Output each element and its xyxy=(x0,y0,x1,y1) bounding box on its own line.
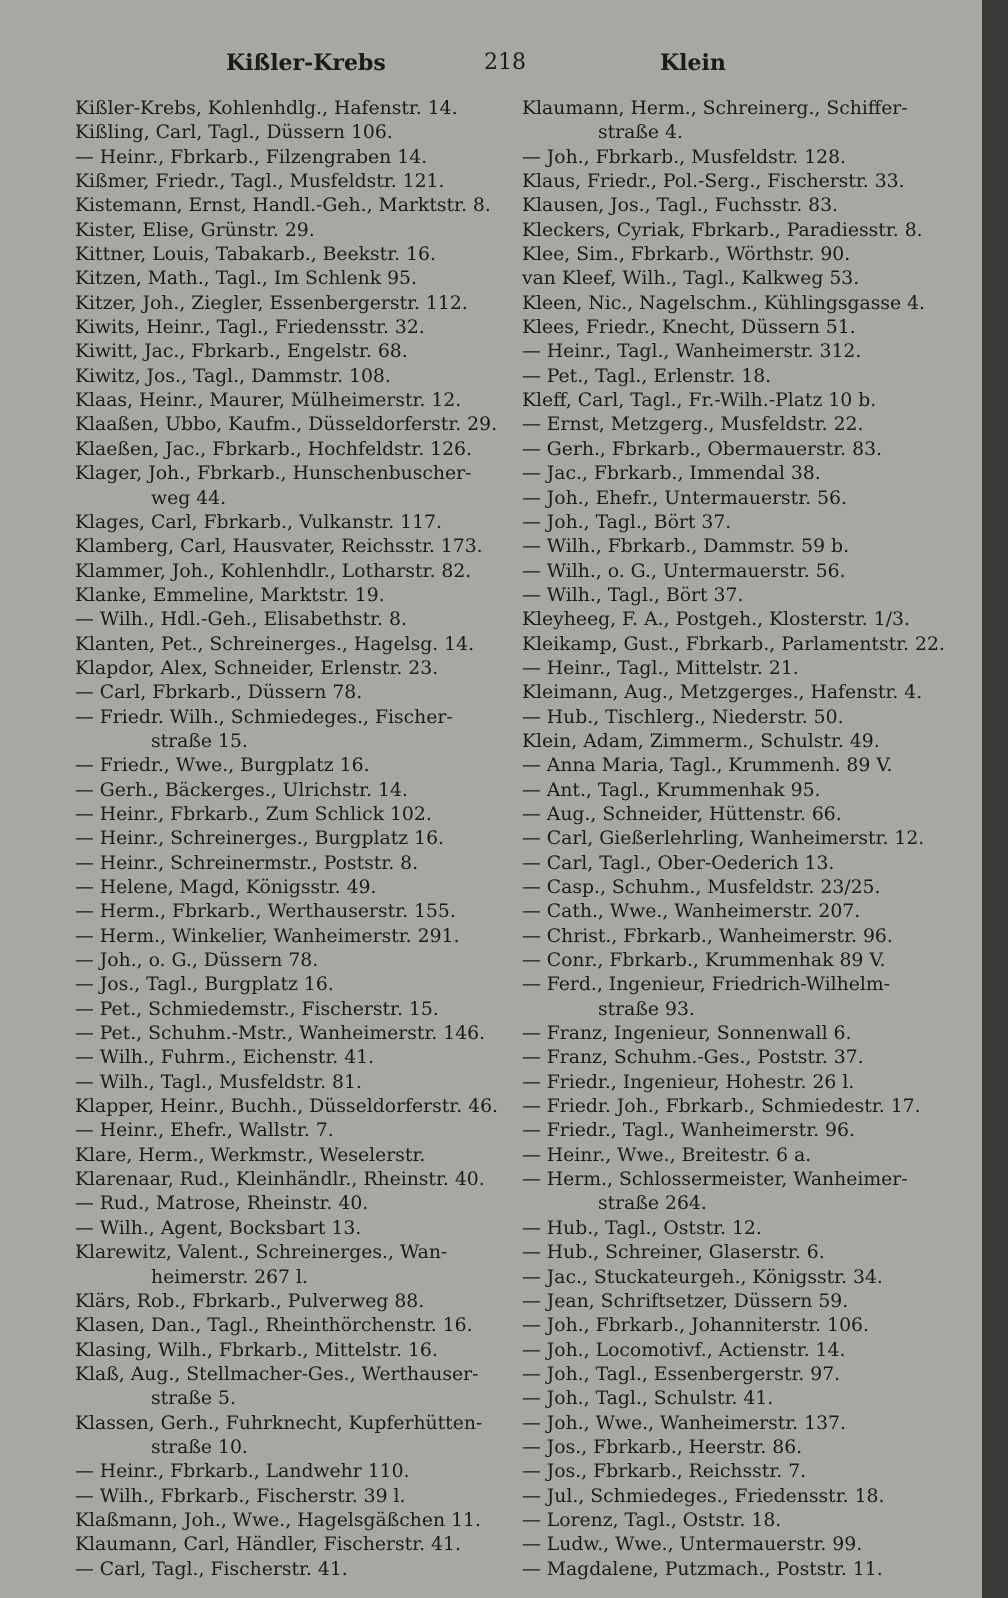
directory-entry-line: Klein, Adam, Zimmerm., Schulstr. 49. xyxy=(522,730,880,752)
directory-entry-line: Klamberg, Carl, Hausvater, Reichsstr. 173. xyxy=(75,536,483,558)
directory-entry-line: Kleyheeg, F. A., Postgeh., Klosterstr. 1/3. xyxy=(522,609,910,631)
directory-entry-line: — Hub., Tischlerg., Niederstr. 50. xyxy=(522,706,844,728)
directory-entry-line: — Jos., Tagl., Burgplatz 16. xyxy=(75,974,334,996)
directory-entry-line: Klapper, Heinr., Buchh., Düsseldorferstr. 46. xyxy=(75,1096,498,1118)
directory-entry-line: Klasen, Dan., Tagl., Rheinthörchenstr. 16. xyxy=(75,1315,473,1337)
directory-entry-line: — Friedr. Joh., Fbrkarb., Schmiedestr. 17. xyxy=(522,1096,921,1118)
page-header xyxy=(70,50,960,90)
directory-entry-line: — Herm., Winkelier, Wanheimerstr. 291. xyxy=(75,925,460,947)
directory-entry-line: — Gerh., Bäckerges., Ulrichstr. 14. xyxy=(75,779,408,801)
directory-entry-line: — Carl, Fbrkarb., Düssern 78. xyxy=(75,682,363,704)
directory-entry-line: — Joh., Fbrkarb., Johanniterstr. 106. xyxy=(522,1315,869,1337)
directory-entry-line: Klärs, Rob., Fbrkarb., Pulverweg 88. xyxy=(75,1290,425,1312)
directory-entry-line: — Wilh., o. G., Untermauerstr. 56. xyxy=(522,560,846,582)
directory-entry-line: — Anna Maria, Tagl., Krummenh. 89 V. xyxy=(522,755,893,777)
directory-entry-line: — Pet., Tagl., Erlenstr. 18. xyxy=(522,365,772,387)
directory-entry-line: — Joh., Tagl., Schulstr. 41. xyxy=(522,1388,774,1410)
directory-entry-line: — Joh., Tagl., Bört 37. xyxy=(522,511,732,533)
header-left-range: Kißler-Krebs xyxy=(226,50,386,76)
directory-entry-line: — Gerh., Fbrkarb., Obermauerstr. 83. xyxy=(522,438,882,460)
directory-entry-line: — Ludw., Wwe., Untermauerstr. 99. xyxy=(522,1534,863,1556)
directory-entry-line: — Heinr., Wwe., Breitestr. 6 a. xyxy=(522,1144,812,1166)
directory-entry-line: — Heinr., Schreinerges., Burgplatz 16. xyxy=(75,828,445,850)
directory-entry-line: Klarenaar, Rud., Kleinhändlr., Rheinstr. 40. xyxy=(75,1169,485,1191)
left-column xyxy=(75,97,503,1582)
directory-entry-line: — Wilh., Tagl., Bört 37. xyxy=(522,584,744,606)
directory-entry-line: weg 44. xyxy=(151,487,227,509)
directory-entry-line: Kißler-Krebs, Kohlenhdlg., Hafenstr. 14. xyxy=(75,98,458,119)
directory-entry-line: — Jul., Schmiedeges., Friedensstr. 18. xyxy=(522,1485,885,1507)
header-right-range: Klein xyxy=(660,50,726,76)
directory-entry-line: Kiwitt, Jac., Fbrkarb., Engelstr. 68. xyxy=(75,341,408,363)
directory-entry-line: Klaumann, Herm., Schreinerg., Schiffer- xyxy=(522,98,908,119)
directory-entry-line: Kleen, Nic., Nagelschm., Kühlingsgasse 4. xyxy=(522,292,925,314)
directory-entry-line: — Heinr., Fbrkarb., Filzengraben 14. xyxy=(75,146,428,168)
directory-entry-line: — Hub., Tagl., Oststr. 12. xyxy=(522,1217,762,1239)
directory-entry-line: — Wilh., Fbrkarb., Dammstr. 59 b. xyxy=(522,536,850,558)
directory-entry-line: — Jos., Fbrkarb., Heerstr. 86. xyxy=(522,1436,803,1458)
directory-entry-line: — Friedr., Tagl., Wanheimerstr. 96. xyxy=(522,1120,855,1142)
directory-entry-line: — Ant., Tagl., Krummenhak 95. xyxy=(522,779,821,801)
directory-entry-line: Kleimann, Aug., Metzgerges., Hafenstr. 4. xyxy=(522,682,923,704)
directory-entry-line: — Hub., Schreiner, Glaserstr. 6. xyxy=(522,1242,825,1264)
directory-entry-line: — Carl, Tagl., Ober-Oederich 13. xyxy=(522,852,835,874)
directory-entry-line: — Franz, Schuhm.-Ges., Poststr. 37. xyxy=(522,1047,864,1069)
directory-entry-line: — Ferd., Ingenieur, Friedrich-Wilhelm- xyxy=(522,974,891,996)
directory-entry-line: Kitzer, Joh., Ziegler, Essenbergerstr. 112. xyxy=(75,292,468,314)
directory-entry-line: Klaas, Heinr., Maurer, Mülheimerstr. 12. xyxy=(75,390,462,412)
directory-entry-line: — Friedr., Ingenieur, Hohestr. 26 l. xyxy=(522,1071,855,1093)
directory-entry-line: Klees, Friedr., Knecht, Düssern 51. xyxy=(522,317,856,339)
directory-entry-line: — Franz, Ingenieur, Sonnenwall 6. xyxy=(522,1023,852,1045)
directory-entry-line: Kleff, Carl, Tagl., Fr.-Wilh.-Platz 10 b. xyxy=(522,390,877,412)
directory-entry-line: — Wilh., Hdl.-Geh., Elisabethstr. 8. xyxy=(75,609,407,631)
directory-entry-line: Kiwitz, Jos., Tagl., Dammstr. 108. xyxy=(75,365,391,387)
directory-entry-line: — Cath., Wwe., Wanheimerstr. 207. xyxy=(522,901,861,923)
directory-entry-line: Kißling, Carl, Tagl., Düssern 106. xyxy=(75,122,393,144)
directory-entry-line: Klager, Joh., Fbrkarb., Hunschenbuscher- xyxy=(75,463,472,485)
directory-entry-line: — Ernst, Metzgerg., Musfeldstr. 22. xyxy=(522,414,864,436)
directory-entry-line: — Carl, Gießerlehrling, Wanheimerstr. 12. xyxy=(522,828,925,850)
directory-entry-line: heimerstr. 267 l. xyxy=(151,1266,308,1288)
directory-entry-line: Klapdor, Alex, Schneider, Erlenstr. 23. xyxy=(75,657,439,679)
directory-entry-line: straße 4. xyxy=(598,122,683,144)
directory-entry-line: Klaumann, Carl, Händler, Fischerstr. 41. xyxy=(75,1534,461,1556)
directory-entry-line: Klare, Herm., Werkmstr., Weselerstr. xyxy=(75,1144,426,1166)
directory-entry-line: — Carl, Tagl., Fischerstr. 41. xyxy=(75,1558,348,1580)
directory-entry-line: — Christ., Fbrkarb., Wanheimerstr. 96. xyxy=(522,925,893,947)
directory-entry-line: — Jos., Fbrkarb., Reichsstr. 7. xyxy=(522,1461,807,1483)
directory-entry-line: — Magdalene, Putzmach., Poststr. 11. xyxy=(522,1558,883,1580)
right-column xyxy=(522,97,954,1582)
directory-entry-line: — Pet., Schmiedemstr., Fischerstr. 15. xyxy=(75,998,439,1020)
directory-entry-line: Klanke, Emmeline, Marktstr. 19. xyxy=(75,584,385,606)
directory-entry-line: — Jac., Fbrkarb., Immendal 38. xyxy=(522,463,821,485)
directory-entry-line: Klassen, Gerh., Fuhrknecht, Kupferhütten- xyxy=(75,1412,483,1434)
directory-entry-line: — Joh., o. G., Düssern 78. xyxy=(75,950,319,972)
directory-entry-line: Klaaßen, Ubbo, Kaufm., Düsseldorferstr. 29. xyxy=(75,414,498,436)
directory-entry-line: Klages, Carl, Fbrkarb., Vulkanstr. 117. xyxy=(75,511,442,533)
directory-entry-line: — Joh., Ehefr., Untermauerstr. 56. xyxy=(522,487,847,509)
directory-entry-line: straße 264. xyxy=(598,1193,707,1215)
directory-entry-line: — Friedr. Wilh., Schmiedeges., Fischer- xyxy=(75,706,453,728)
directory-entry-line: — Lorenz, Tagl., Oststr. 18. xyxy=(522,1509,782,1531)
directory-entry-line: — Heinr., Fbrkarb., Zum Schlick 102. xyxy=(75,803,432,825)
directory-entry-line: — Heinr., Schreinermstr., Poststr. 8. xyxy=(75,852,419,874)
directory-entry-line: Kistemann, Ernst, Handl.-Geh., Marktstr. 8. xyxy=(75,195,491,217)
directory-entry-line: Klee, Sim., Fbrkarb., Wörthstr. 90. xyxy=(522,244,851,266)
page-edge xyxy=(982,0,1008,1598)
directory-entry-line: — Herm., Fbrkarb., Werthauserstr. 155. xyxy=(75,901,456,923)
directory-entry-line: — Wilh., Agent, Bocksbart 13. xyxy=(75,1217,362,1239)
directory-entry-line: Klaß, Aug., Stellmacher-Ges., Werthauser- xyxy=(75,1363,479,1385)
directory-entry-line: — Aug., Schneider, Hüttenstr. 66. xyxy=(522,803,842,825)
directory-entry-line: Kißmer, Friedr., Tagl., Musfeldstr. 121. xyxy=(75,171,445,193)
directory-entry-line: — Casp., Schuhm., Musfeldstr. 23/25. xyxy=(522,877,881,898)
directory-entry-line: Kister, Elise, Grünstr. 29. xyxy=(75,219,315,241)
directory-entry-line: Kleckers, Cyriak, Fbrkarb., Paradiesstr. 8. xyxy=(522,219,923,241)
directory-entry-line: — Wilh., Tagl., Musfeldstr. 81. xyxy=(75,1071,362,1093)
directory-entry-line: — Herm., Schlossermeister, Wanheimer- xyxy=(522,1169,908,1191)
directory-entry-line: Klasing, Wilh., Fbrkarb., Mittelstr. 16. xyxy=(75,1339,438,1361)
directory-entry-line: — Heinr., Fbrkarb., Landwehr 110. xyxy=(75,1461,410,1483)
directory-entry-line: straße 15. xyxy=(151,730,248,752)
directory-entry-line: Klaßmann, Joh., Wwe., Hagelsgäßchen 11. xyxy=(75,1509,481,1531)
directory-entry-line: Kiwits, Heinr., Tagl., Friedensstr. 32. xyxy=(75,317,425,339)
directory-entry-line: straße 93. xyxy=(598,998,695,1020)
directory-entry-line: Kitzen, Math., Tagl., Im Schlenk 95. xyxy=(75,268,417,290)
directory-entry-line: straße 10. xyxy=(151,1436,248,1458)
directory-entry-line: — Rud., Matrose, Rheinstr. 40. xyxy=(75,1193,369,1215)
directory-entry-line: — Joh., Wwe., Wanheimerstr. 137. xyxy=(522,1412,846,1434)
directory-entry-line: Klaus, Friedr., Pol.-Serg., Fischerstr. 33. xyxy=(522,171,905,193)
directory-entry-line: — Wilh., Fuhrm., Eichenstr. 41. xyxy=(75,1047,375,1069)
directory-entry-line: van Kleef, Wilh., Tagl., Kalkweg 53. xyxy=(522,268,860,290)
directory-entry-line: — Jac., Stuckateurgeh., Königsstr. 34. xyxy=(522,1266,883,1288)
directory-entry-line: straße 5. xyxy=(151,1388,236,1410)
directory-entry-line: — Heinr., Ehefr., Wallstr. 7. xyxy=(75,1120,334,1142)
page-number: 218 xyxy=(484,50,526,75)
directory-entry-line: Klammer, Joh., Kohlenhdlr., Lotharstr. 82. xyxy=(75,560,472,582)
directory-entry-line: — Wilh., Fbrkarb., Fischerstr. 39 l. xyxy=(75,1485,406,1507)
directory-entry-line: — Joh., Locomotivf., Actienstr. 14. xyxy=(522,1339,846,1361)
directory-entry-line: — Friedr., Wwe., Burgplatz 16. xyxy=(75,755,370,777)
directory-entry-line: Kittner, Louis, Tabakarb., Beekstr. 16. xyxy=(75,244,436,266)
directory-entry-line: Klausen, Jos., Tagl., Fuchsstr. 83. xyxy=(522,195,838,217)
directory-entry-line: — Pet., Schuhm.-Mstr., Wanheimerstr. 146. xyxy=(75,1023,486,1045)
directory-entry-line: Klanten, Pet., Schreinerges., Hagelsg. 14. xyxy=(75,633,475,655)
directory-entry-line: — Joh., Fbrkarb., Musfeldstr. 128. xyxy=(522,146,847,168)
directory-entry-line: — Conr., Fbrkarb., Krummenhak 89 V. xyxy=(522,950,886,972)
directory-entry-line: Klaeßen, Jac., Fbrkarb., Hochfeldstr. 126. xyxy=(75,438,472,460)
directory-entry-line: — Heinr., Tagl., Mittelstr. 21. xyxy=(522,657,799,679)
directory-entry-line: — Joh., Tagl., Essenbergerstr. 97. xyxy=(522,1363,841,1385)
directory-entry-line: Klarewitz, Valent., Schreinerges., Wan- xyxy=(75,1242,448,1264)
directory-entry-line: — Jean, Schriftsetzer, Düssern 59. xyxy=(522,1290,849,1312)
directory-entry-line: Kleikamp, Gust., Fbrkarb., Parlamentstr. 22. xyxy=(522,633,945,655)
directory-entry-line: — Heinr., Tagl., Wanheimerstr. 312. xyxy=(522,341,862,363)
directory-entry-line: — Helene, Magd, Königsstr. 49. xyxy=(75,877,377,898)
